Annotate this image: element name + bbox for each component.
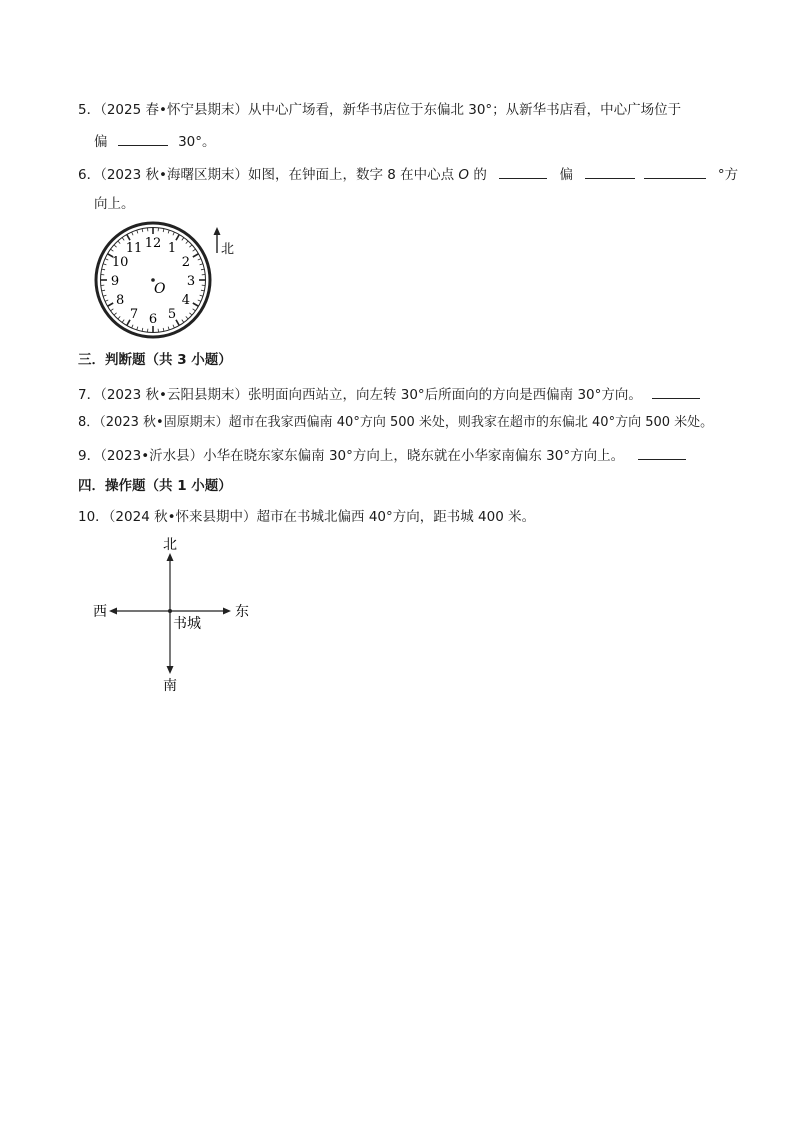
question-9-text: 9．（2023•沂水县）小华在晓东家东偏南 30°方向上，晓东就在小华家南偏东 30°方向上。 xyxy=(78,448,625,464)
clock-tick xyxy=(142,328,143,331)
question-5-text: 5．（2025 春•怀宁县期末）从中心广场看，新华书店位于东偏北 30°；从新华书店看，中心广场位于 xyxy=(78,102,682,118)
compass-west-label: 西 xyxy=(93,604,107,620)
clock-north-label: 北 xyxy=(221,242,235,257)
question-6-text-b: 的 xyxy=(473,167,487,183)
question-6-mid: 偏 xyxy=(559,167,573,183)
clock-tick xyxy=(105,259,108,260)
clock-number: 5 xyxy=(167,306,177,322)
clock-tick xyxy=(137,327,138,330)
south-arrow-icon xyxy=(167,666,174,674)
clock-number: 10 xyxy=(111,255,129,270)
east-arrow-icon xyxy=(223,608,231,615)
answer-blank-6b[interactable] xyxy=(585,164,635,179)
compass-east-label: 东 xyxy=(235,604,249,620)
clock-tick xyxy=(182,320,184,323)
question-6-deg: °方 xyxy=(717,167,739,183)
answer-blank-5[interactable] xyxy=(118,131,168,146)
answer-blank-9[interactable] xyxy=(638,445,686,460)
question-6-line1 xyxy=(78,164,738,184)
clock-tick xyxy=(118,316,120,319)
north-arrow-icon xyxy=(214,227,221,235)
question-6-point: O xyxy=(458,167,470,183)
clock-tick xyxy=(111,249,114,251)
clock-number: 3 xyxy=(186,274,196,289)
question-6-line2: 向上。 xyxy=(94,196,135,212)
clock-number: 1 xyxy=(167,241,177,257)
clock-number: 9 xyxy=(110,274,120,289)
clock-tick xyxy=(103,264,106,265)
clock-tick xyxy=(122,320,124,323)
clock-tick xyxy=(132,325,133,328)
clock-center-label: O xyxy=(154,281,166,297)
section-4-title: 四．操作题（共 1 小题） xyxy=(78,478,232,494)
clock-tick xyxy=(114,313,117,315)
clock-tick xyxy=(198,300,201,301)
clock-tick xyxy=(189,313,192,315)
clock-tick xyxy=(163,328,164,331)
question-5-suffix: 30°。 xyxy=(178,134,216,150)
clock-number: 6 xyxy=(148,312,158,327)
clock-tick xyxy=(168,230,169,233)
clock-number: 4 xyxy=(181,293,191,308)
clock-tick xyxy=(132,232,133,235)
clock-tick xyxy=(173,232,174,235)
clock-tick xyxy=(111,309,114,311)
compass-center-label: 书城 xyxy=(173,616,201,632)
question-7-text: 7．（2023 秋•云阳县期末）张明面向西站立，向左转 30°后所面向的方向是西偏南 30°方向。 xyxy=(78,387,642,403)
clock-tick xyxy=(168,327,169,330)
compass-center-dot xyxy=(168,609,172,613)
clock-tick xyxy=(137,230,138,233)
clock-tick xyxy=(201,290,204,291)
question-5-prefix: 偏 xyxy=(94,134,108,150)
clock-tick xyxy=(103,295,106,296)
answer-blank-6a[interactable] xyxy=(499,164,547,179)
clock-tick xyxy=(176,235,179,241)
clock-tick xyxy=(198,259,201,260)
answer-blank-7[interactable] xyxy=(652,384,700,399)
clock-tick xyxy=(186,241,188,244)
compass-figure xyxy=(88,533,258,695)
answer-blank-6c[interactable] xyxy=(644,164,706,179)
compass-north-label: 北 xyxy=(163,537,177,553)
clock-tick xyxy=(102,269,105,270)
clock-tick xyxy=(142,229,143,232)
clock-number: 11 xyxy=(125,241,143,257)
clock-tick xyxy=(108,303,114,306)
clock-tick xyxy=(127,235,130,241)
clock-number: 7 xyxy=(129,306,139,322)
clock-number: 8 xyxy=(115,293,125,308)
clock-tick xyxy=(193,309,196,311)
clock-number: 2 xyxy=(181,255,191,270)
west-arrow-icon xyxy=(109,608,117,615)
clock-tick xyxy=(200,264,203,265)
clock-tick xyxy=(173,325,174,328)
clock-tick xyxy=(182,238,184,241)
question-9-line xyxy=(78,445,686,465)
clock-tick xyxy=(193,303,199,306)
question-6-text-a: 6．（2023 秋•海曙区期末）如图，在钟面上，数字 8 在中心点 xyxy=(78,167,455,183)
clock-tick xyxy=(105,300,108,301)
clock-tick xyxy=(186,316,188,319)
question-5-line2 xyxy=(94,131,216,151)
compass-south-label: 南 xyxy=(163,678,177,694)
question-10-text: 10．（2024 秋•怀来县期中）超市在书城北偏西 40°方向，距书城 400 米。 xyxy=(78,509,536,525)
clock-tick xyxy=(118,241,120,244)
clock-tick xyxy=(189,245,192,247)
clock-tick xyxy=(114,245,117,247)
clock-tick xyxy=(122,238,124,241)
question-7-line xyxy=(78,384,700,404)
clock-tick xyxy=(200,295,203,296)
section-3-title: 三．判断题（共 3 小题） xyxy=(78,352,232,368)
north-arrow-icon xyxy=(167,553,174,561)
clock-tick xyxy=(201,269,204,270)
clock-tick xyxy=(193,249,196,251)
question-8-text: 8．（2023 秋•固原期末）超市在我家西偏南 40°方向 500 米处，则我家在超市的东偏北 40°方向 500 米处。 xyxy=(78,415,714,430)
clock-tick xyxy=(176,320,179,326)
clock-tick xyxy=(102,290,105,291)
clock-number: 12 xyxy=(144,236,162,251)
clock-tick xyxy=(193,254,199,257)
clock-figure xyxy=(90,220,250,345)
clock-tick xyxy=(163,229,164,232)
